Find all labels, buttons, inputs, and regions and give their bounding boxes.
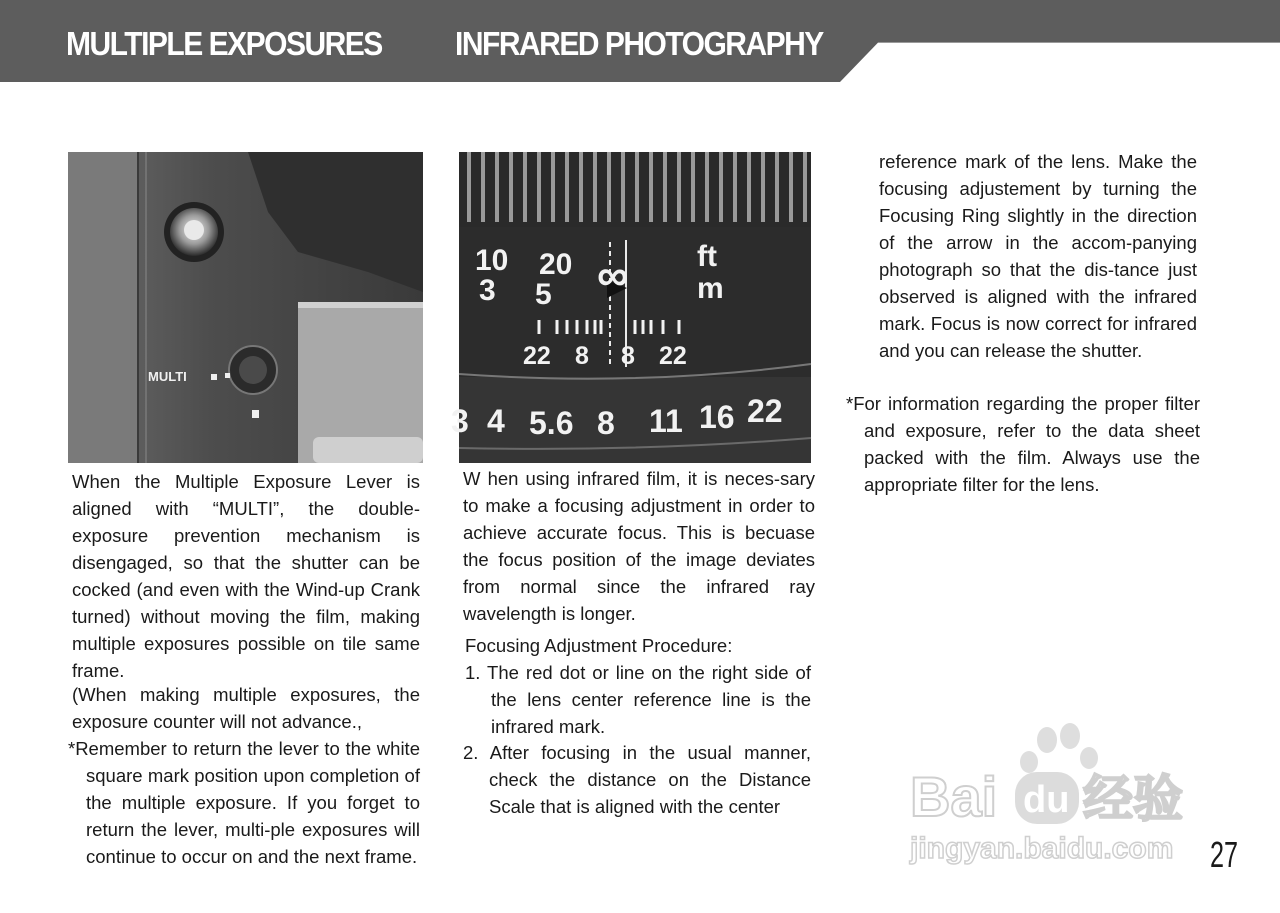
page-number: 27	[1210, 834, 1239, 875]
baidu-paw-logo-icon	[905, 718, 1205, 868]
lens-scale-illustration	[451, 152, 811, 463]
multi-label: MULTI	[148, 369, 187, 384]
distance-ft-10: 10	[475, 244, 509, 277]
photo-lens-focusing-scale	[451, 152, 811, 463]
left-para-multi-lever: When the Multiple Exposure Lever is aligned with “MULTI”, the double-exposure prevention mechanism is disengaged, so that the shutter can be cocked (and even with the Wind-up Crank turned) without moving the film, making multiple exposures possible on tile same frame.	[72, 471, 420, 681]
aperture-11: 11	[649, 403, 683, 439]
unit-m: m	[697, 272, 724, 305]
watermark-du: du	[1023, 779, 1070, 821]
aperture-3: 3	[451, 403, 469, 439]
aperture-5-6: 5.6	[529, 405, 574, 441]
depth-scale-8-right: 8	[621, 342, 635, 370]
unit-ft: ft	[697, 240, 717, 273]
left-para-remember-note: *Remember to return the lever to the white square mark position upon completion of the multiple exposure. If you forget to return the lever, multi-ple exposures will continue to occur on and the next frame.	[68, 738, 420, 867]
photo-multiple-exposure-lever	[68, 152, 423, 463]
aperture-4: 4	[487, 403, 505, 439]
procedure-step-1: 1. The red dot or line on the right side of the lens center reference line is the infrared mark.	[465, 662, 811, 737]
aperture-8: 8	[597, 405, 615, 441]
aperture-22: 22	[747, 393, 783, 429]
section-title-multiple-exposures: MULTIPLE EXPOSURES	[66, 26, 382, 63]
infinity-mark: ∞	[597, 251, 629, 300]
right-para-focus-adjustment: reference mark of the lens. Make the focusing adjustement by turning the Focusing Ring slightly in the direction of the arrow in the accom-panying photograph so that the dis-tance just observed is aligned with the infrared mark. Focus is now correct for infrared and you can release the shutter.	[879, 151, 1197, 361]
distance-m-3: 3	[479, 274, 496, 307]
baidu-jingyan-watermark	[905, 718, 1205, 873]
depth-scale-8-left: 8	[575, 342, 589, 370]
left-para-counter-note: (When making multiple exposures, the exposure counter will not advance.,	[72, 684, 420, 732]
distance-m-5: 5	[535, 278, 552, 311]
camera-body-illustration	[68, 152, 423, 463]
depth-scale-22-left: 22	[523, 342, 551, 370]
distance-ft-20: 20	[539, 248, 573, 281]
middle-para-infrared-intro: W hen using infrared film, it is neces-sary to make a focusing adjustment in order to achieve accurate focus. This is becuase the focus position of the image deviates from normal since the infrared ray wavelength is longer.	[463, 468, 815, 624]
depth-scale-22-right: 22	[659, 342, 687, 370]
watermark-url: jingyan.baidu.com	[910, 832, 1174, 865]
watermark-jingyan-cn: 经验	[1083, 771, 1183, 827]
aperture-16: 16	[699, 399, 735, 435]
watermark-bai: Bai	[910, 765, 998, 828]
procedure-step-2: 2. After focusing in the usual manner, check the distance on the Distance Scale that is aligned with the center	[463, 742, 811, 817]
procedure-heading: Focusing Adjustment Procedure:	[465, 635, 733, 656]
right-para-filter-note: *For information regarding the proper filter and exposure, refer to the data sheet packed with the film. Always use the appropriate filter for the lens.	[846, 393, 1200, 495]
section-title-infrared-photography: INFRARED PHOTOGRAPHY	[455, 26, 823, 63]
